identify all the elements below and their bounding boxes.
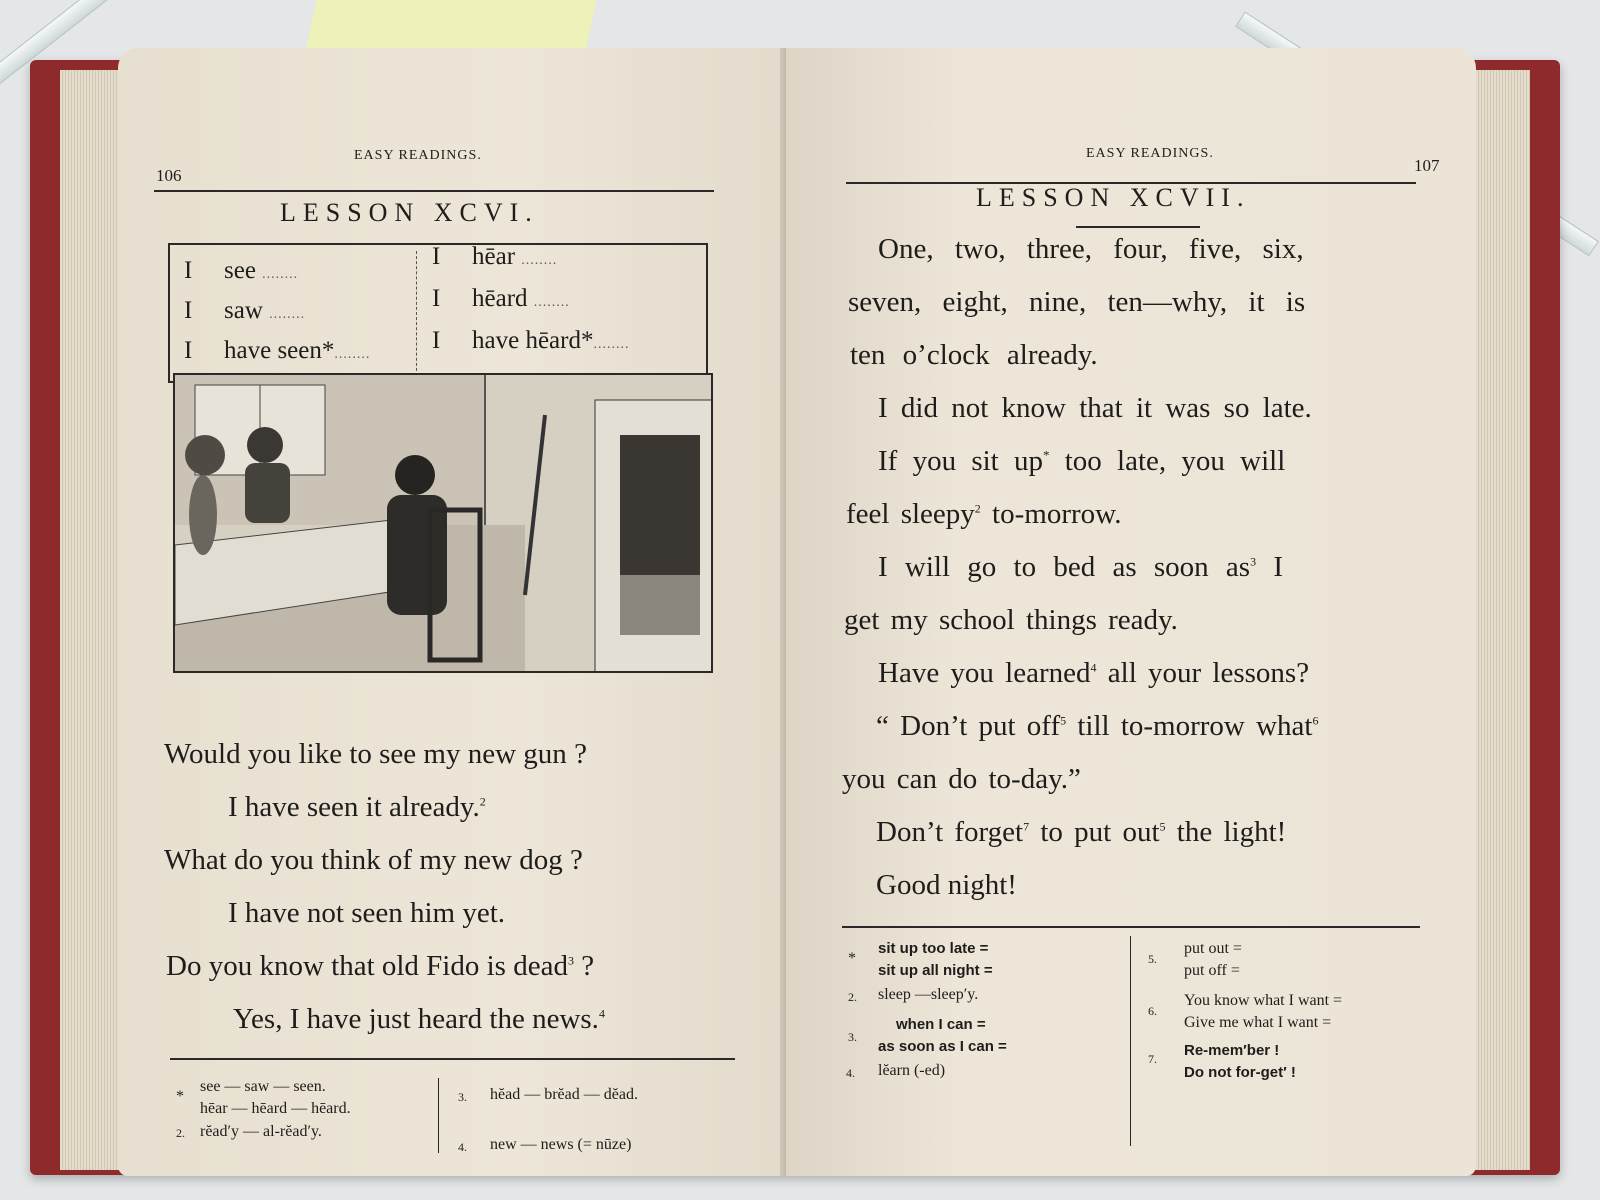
illustration [173, 373, 713, 673]
footnote-text: hĕad — brĕad — dĕad. [490, 1086, 638, 1103]
footnote-text: Give me what I want = [1184, 1014, 1332, 1031]
footnote-number: 6. [1148, 1004, 1157, 1018]
text-line: Do you know that old Fido is dead$^3$ ? [166, 950, 595, 982]
right-page [786, 48, 1476, 1176]
footnote-text: put off = [1184, 962, 1240, 979]
text-line: Don’t forget$^7$ to put out$^5$ the light! [876, 816, 1287, 848]
footnote-text: as soon as I can = [878, 1038, 1007, 1055]
text-line: I will go to bed as soon $as^3$ I [878, 551, 1283, 583]
running-head: EASY READINGS. [1086, 146, 1214, 161]
verb-row: I have seen*........ [184, 337, 371, 364]
footnote-text: You know what I want = [1184, 992, 1343, 1009]
footnote-number: 7. [1148, 1052, 1157, 1066]
text-line: Have you learned$^4$ all your lessons? [878, 657, 1310, 689]
footnote-text: when I can = [896, 1016, 986, 1033]
footnote-star-line: sit up all night = [878, 962, 993, 979]
verb-row: I saw ........ [184, 297, 306, 324]
text-line: I did not know that it was so late. [878, 392, 1312, 424]
footnote-divider [438, 1078, 439, 1153]
text-line: ten o’clock already. [850, 339, 1098, 371]
footnote-star-line: hēar — hēard — hēard. [200, 1100, 351, 1117]
footnote-number: 4. [458, 1140, 467, 1154]
footnote-divider [1130, 936, 1131, 1146]
text-line: Good night! [876, 869, 1017, 901]
footnote-text: rĕad′y — al-rĕad′y. [200, 1123, 322, 1140]
footnote-number: 3. [848, 1030, 857, 1044]
footnote-text: Re-mem′ber ! [1184, 1042, 1280, 1059]
illustration-boys-and-fireplace [175, 375, 713, 673]
text-line: seven, eight, nine, ten—why, it is [848, 286, 1306, 318]
title-underline [1076, 226, 1200, 228]
footnote-text: put out = [1184, 940, 1242, 957]
text-line: “ Don’t put off$^5$ till to-morrow what$^6$ [876, 710, 1319, 742]
verb-row: I hēar ........ [432, 243, 558, 270]
text-line: What do you think of my new dog ? [164, 844, 583, 876]
footnote-number: 3. [458, 1090, 467, 1104]
page-edges-right [1470, 70, 1530, 1170]
text-line: Yes, I have just heard the news.$^4$ [233, 1003, 605, 1035]
head-rule [154, 190, 714, 192]
verb-row: I see ........ [184, 257, 299, 284]
footnote-rule [170, 1058, 735, 1060]
footnote-text: lĕarn (-ed) [878, 1062, 946, 1079]
footnote-star-marker: * [176, 1088, 184, 1105]
footnote-number: 4. [846, 1066, 855, 1080]
footnote-star-line: sit up too late = [878, 940, 989, 957]
text-line: you can do to-day.” [842, 763, 1081, 795]
text-line: get my school things ready. [844, 604, 1178, 636]
footnote-number: 2. [176, 1126, 185, 1140]
footnote-text: new — news (= nūze) [490, 1136, 632, 1153]
text-line: feel sleepy$^2$ to-morrow. [846, 498, 1122, 530]
footnote-text: sleep —sleep′y. [878, 986, 979, 1003]
footnote-star-line: see — saw — seen. [200, 1078, 326, 1095]
running-head: EASY READINGS. [354, 148, 482, 163]
verb-table-divider [416, 251, 417, 376]
footnote-star-marker: * [848, 950, 856, 967]
lesson-title: LESSON XCVII. [976, 183, 1251, 212]
verb-row: I have hēard*........ [432, 327, 630, 354]
text-line: Would you like to see my new gun ? [164, 738, 587, 770]
verb-table [168, 243, 708, 383]
text-line: I have not seen him yet. [228, 897, 506, 929]
text-line: One, two, three, four, five, six, [878, 233, 1304, 265]
footnote-number: 2. [848, 990, 857, 1004]
text-line: If you sit up* too late, you will [878, 445, 1286, 477]
footnote-number: 5. [1148, 952, 1157, 966]
left-page [118, 48, 794, 1176]
text-line: I have seen it already.$^2$ [228, 791, 486, 823]
footnote-rule [842, 926, 1420, 928]
lesson-title: LESSON XCVI. [280, 198, 539, 227]
verb-row: I hēard ........ [432, 285, 570, 312]
page-number: 106 [156, 166, 182, 185]
page-number: 107 [1414, 156, 1440, 175]
footnote-text: Do not for-get′ ! [1184, 1064, 1296, 1081]
